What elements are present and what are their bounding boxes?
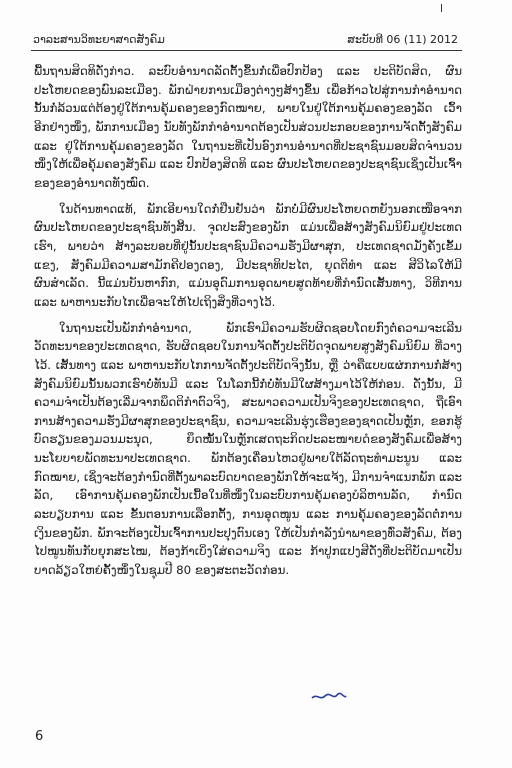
- header-rule: [31, 50, 462, 51]
- issue-number: ສະບັບທີ 06 (11) 2012: [347, 33, 458, 46]
- paragraph-1: ພື້ນຖານສິດທິດັ່ງກ່າວ. ລະບົບອຳນາດລັດຕັ້ງຂຶ້ນກໍ່ເພື່ອປົກປ້ອງ ແລະ ປະຕິບັດສິດ, ຜົນປະໂຫຍດຂອງພົນລະເມືອງ. ພັກຝ່າຍການເມືອງຕ່າງໆສ້າງຂຶ້ນ ເພື່ອກ້າວໄປສູ່ການກຳອຳນາດນັ້ນກໍ່ລ້ວນແຕ່ຕ້ອງຢູ່ໃຕ້ການຄຸ້ມຄອງຂອງກົດໝາຍ, ພາຍໃນຢູ່ໃຕ້ການຄຸ້ມຄອງຂອງລັດ ເວົ້າອີກຢ່າງໜຶ່ງ, ພັກການເມືອງ ນັບທັງພັກກຳອຳນາດຕ້ອງເປັນສ່ວນປະກອບຂອງການຈັດຕັ້ງສັງຄົມ ແລະ ຢູ່ໃຕ້ການຄຸ້ມຄອງຂອງລັດ ໃນຖານະທີ່ເປັນອົງການອຳນາດທີ່ປະຊາຊົນມອບສິດຈຳນວນໜຶ່ງໃຫ້ເພື່ອຄຸ້ມຄອງສັງຄົມ ແລະ ປົກປ້ອງສິດທິ ແລະ ຜົນປະໂຫຍດຂອງປະຊາຊົນເຊິ່ງເປັນເຈົ້າຂອງຂອງອຳນາດທັງໝົດ.: [34, 64, 462, 190]
- pen-scribble: [311, 692, 347, 702]
- scan-mark: [441, 4, 442, 12]
- body-text: [34, 62, 462, 587]
- paragraph-2: ໃນດ້ານທາດແທ້, ພັກເອີຍານໃດກໍ່ຢືນຢັນວ່າ ພັກບໍ່ມີຜົນປະໂຫຍດຫຍັງນອກເໜືອຈາກຜົນປະໂຫຍດຂອງປະຊາຊົນທັງສິ້ນ. ຈຸດປະສົງຂອງພັກ ແມ່ນເພື່ອສ້າງສັງຄົມນິຍົມຢູ່ປະເທດເຮົາ, ພາຍວ່າ ສ້າງລະບອບທີ່ຢູ່ນັ້ນປະຊາຊົນມີຄວາມຮັ່ງມີຜາສຸກ, ປະເທດຊາດມັ່ງຄັ່ງເຂັ້ມແຂງ, ສັງຄົມມີຄວາມສາມັກຄີປອງດອງ, ມີປະຊາທິປະໄຕ, ຍຸດຕິທຳ ແລະ ສີວິໄລໃຫ້ມີຜົນສຳເລັດ. ນີ້ແມ່ນບັນຫາກົກ, ແມ່ນອຸດົມການອຸດພາຍສູດທ້າຍທີ່ກຳນົດເສັ້ນທາງ, ວິທີການ ແລະ ພາຫານະກັບໄກເພື່ອຈະໃຫ້ໄປເຖິງສິ່ງທີ່ວາງໄວ້.: [34, 201, 462, 309]
- paragraph-3: ໃນຖານະເປັນພັກກຳອຳນາດ, ພັກເຮົາມີຄວາມຮັບຜິດຊອບໂດຍກົງຕໍ່ຄວາມຈະເລີນວັດທະນາຂອງປະເທດຊາດ, ຮັບຜິດຊອບໃນການຈັດຕັ້ງປະຕິບັດຈຸດພາຍສູງສັງຄົມນິຍົມ ທີ່ວາງໄວ້. ເສັ້ນທາງ ແລະ ພາຫານະກັບໄກການຈັດຕັ້ງປະຕິບັດຈິງນັ້ນ, ຫຼື ວ່າຄືແບບແຜ່ກການກໍ່ສ້າງສັງຄົມນິຍົມນັ້ນພວກເຮົາບໍ່ທັນມີ ແລະ ໃນໂລກນີ້ກໍ່ບໍ່ທັນມີໃຜສ້າງມາໄວ້ໃຫ້ກ່ອນ. ດັ່ງນັ້ນ, ມີຄວາມຈຳເປັນຕ້ອງເລີ່ມຈາກພຶດຕິກຳຕົວຈິງ, ສະພາວຄວາມເປັນຈິງຂອງປະເທດຊາດ, ຖືເອົາການສ້າງຄວາມຮັ່ງມີຜາສຸກຂອງປະຊາຊົນ, ຄວາມຈະເລີນຮຸ່ງເຮືອງຂອງຊາດເປັນຫຼັກ, ຂອກຮູ້ບົດຮຽນຂອງມວນມະນຸດ, ຍຶດໝັ້ນໃນຫຼັກເສດຖະກິດປະລະໜາຍດໍຂອງສັງຄົມເພື່ອສ້າງນະໂຍບາຍພັດທະນາປະເທດຊາດ. ພັກຕ້ອງເຄື່ອນໄຫວຢູ່ພາຍໃຕ້ລັດຖະທຳມະນູນ ແລະ ກົດໝາຍ, ເຊິ່ງຈະຕ້ອງກຳນົດທີ່ຕັ້ງພາລະບົດບາດຂອງພັກໃຫ້ຈະແຈ້ງ, ມີການຈຳແນກພັກ ແລະ ລັດ, ເອົາການຄຸ້ມຄອງພັກເປັນເນື້ອໃນທີ່ໜຶ່ງໃນລະບົບການຄຸ້ມຄອງບໍລິຫານລັດ, ກຳນົດລະບຽບການ ແລະ ຂັ້ນຕອນການເລືອກຕັ້ງ, ການອຸດໜູນ ແລະ ການຄຸ້ມຄອງຂອງລັດຕໍ່ການເງິນຂອງພັກ. ພັກຈະຕ້ອງເປັນເຈົ້າການປະປຸງຕົນເອງ ໃຫ້ເປັນກຳລັງນຳພາຂອງທົ່ວສັງຄົມ, ຕ້ອງໄປໝູນທັນກັບຍຸກສະໄໝ, ຕ້ອງກ້າເບິ່ງໃສ່ຄວາມຈິງ ແລະ ກ້າປູກແປງສີດັ່ງທີ່ປະຕິບັດມາເປັນບາດລ້ຽວໃຫຍ່ຄັ້ງໜຶ່ງໃນຊຸມປີ 80 ຂອງສະຕະວັດກ່ອນ.: [34, 320, 462, 578]
- journal-title: ວາລະສານວິທະຍາສາດສັງຄົມ: [33, 33, 165, 46]
- running-header: [33, 33, 458, 46]
- page-number: 6: [35, 729, 44, 744]
